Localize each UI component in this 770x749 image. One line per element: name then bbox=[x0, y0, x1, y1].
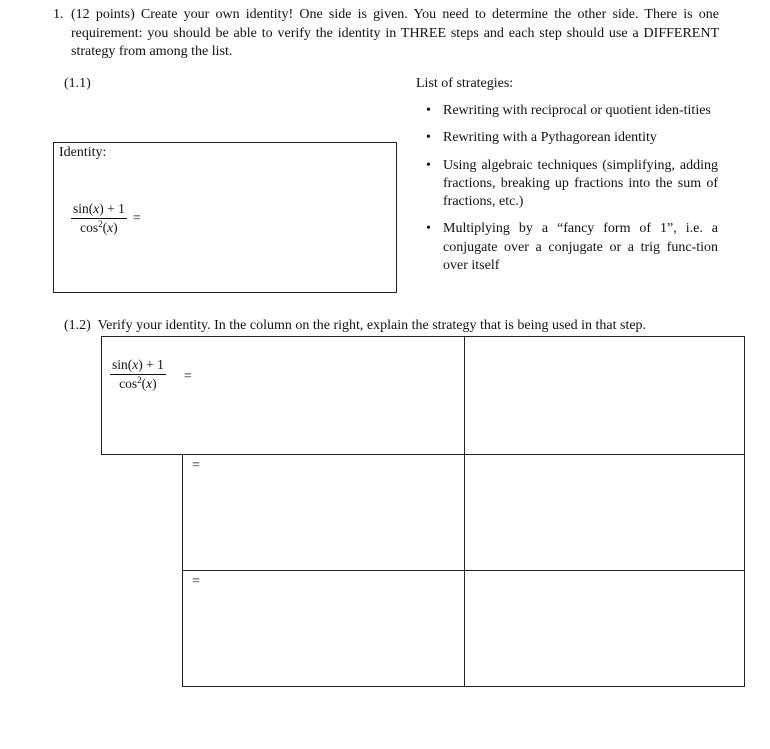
identity-fraction bbox=[71, 201, 127, 236]
identity-expression bbox=[71, 201, 141, 236]
part-1-2-instruction bbox=[64, 318, 724, 334]
strategy-item: • Rewriting with reciprocal or quotient iden-tities bbox=[422, 102, 718, 120]
equals-sign: = bbox=[132, 210, 141, 226]
step-2-strategy-cell[interactable] bbox=[464, 454, 745, 571]
step-3-strategy-cell[interactable] bbox=[464, 570, 745, 687]
equals-sign: = bbox=[192, 458, 200, 473]
bullet-icon: • bbox=[426, 130, 431, 146]
problem-number: 1. bbox=[53, 7, 64, 22]
strategies-title: List of strategies: bbox=[416, 76, 514, 91]
bullet-icon: • bbox=[426, 103, 431, 118]
step-2-work-cell[interactable] bbox=[182, 454, 465, 571]
fraction-denominator: $\cos^2(x)$ bbox=[80, 219, 118, 235]
bullet-icon: • bbox=[426, 157, 431, 173]
equals-sign: = bbox=[192, 574, 200, 589]
part-1-2-label: (1.2) bbox=[64, 318, 91, 333]
instruction-text: Verify your identity. In the column on the right, explain the strategy that is being used in that step. bbox=[97, 318, 647, 333]
part-1-1-label: (1.1) bbox=[64, 76, 91, 91]
strategy-item: • Using algebraic techniques (simplifying, adding fractions, breaking up fractions into the sum of fractions, etc.) bbox=[426, 157, 718, 210]
problem-text: (12 points) Create your own identity! One side is given. You need to determine the other side. There is one requirement: you should be able to verify the identity in THREE steps and each step should use a DIFFERENT strategy from among the list. bbox=[71, 7, 719, 59]
equals-sign: = bbox=[183, 368, 192, 384]
step-1-strategy-cell[interactable] bbox=[464, 336, 745, 455]
strategy-list bbox=[422, 102, 718, 284]
step-1-work-cell[interactable] bbox=[101, 336, 465, 455]
problem-statement bbox=[53, 6, 719, 62]
strategy-item: • Rewriting with a Pythagorean identity bbox=[422, 129, 718, 147]
identity-box[interactable] bbox=[53, 142, 397, 293]
fraction-numerator: sin(x) + 1 bbox=[112, 357, 164, 372]
fraction-denominator: $\cos^2(x)$ bbox=[119, 375, 157, 391]
start-expression bbox=[110, 357, 192, 392]
fraction-numerator: sin(x) + 1 bbox=[73, 201, 125, 216]
identity-label: Identity: bbox=[59, 145, 107, 160]
start-fraction bbox=[110, 357, 166, 392]
bullet-icon: • bbox=[426, 221, 431, 237]
step-3-work-cell[interactable] bbox=[182, 570, 465, 687]
strategy-item: • Multiplying by a “fancy form of 1”, i.e. a conjugate over a conjugate or a trig func-tion over itself bbox=[426, 221, 718, 274]
